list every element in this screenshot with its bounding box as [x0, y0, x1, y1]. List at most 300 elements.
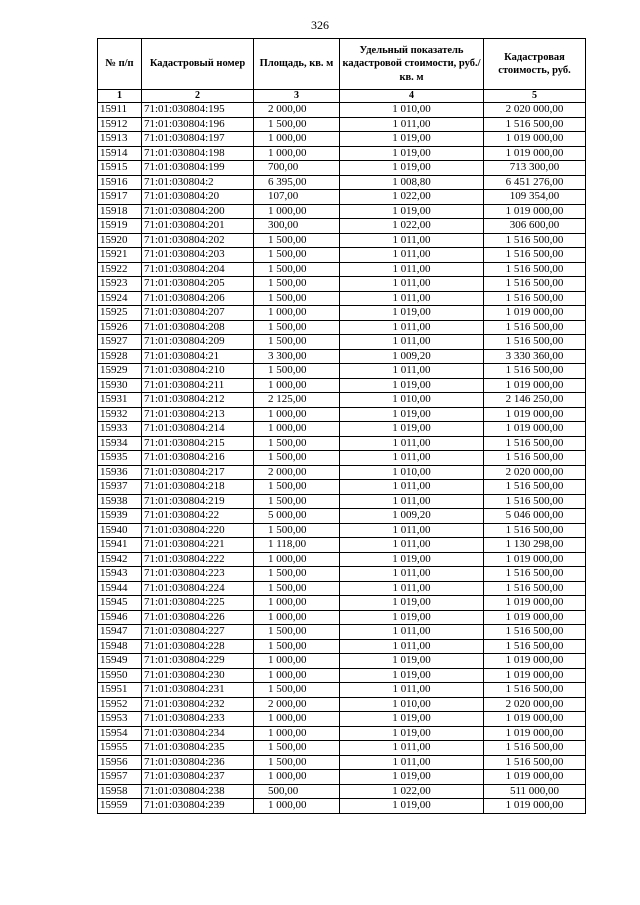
row-number-cell: 15949 — [98, 654, 142, 669]
specific-value-cell: 1 010,00 — [340, 465, 484, 480]
cadastral-number-cell: 71:01:030804:197 — [142, 132, 254, 147]
cadastral-number-cell: 71:01:030804:204 — [142, 262, 254, 277]
cadastral-number-cell: 71:01:030804:212 — [142, 393, 254, 408]
row-number-cell: 15939 — [98, 509, 142, 524]
specific-value-cell: 1 019,00 — [340, 146, 484, 161]
row-number-cell: 15946 — [98, 610, 142, 625]
specific-value-cell: 1 011,00 — [340, 567, 484, 582]
specific-value-cell: 1 011,00 — [340, 451, 484, 466]
area-cell: 700,00 — [254, 161, 340, 176]
area-cell: 1 500,00 — [254, 451, 340, 466]
specific-value-cell: 1 019,00 — [340, 770, 484, 785]
table-row — [98, 552, 586, 567]
specific-value-cell: 1 022,00 — [340, 784, 484, 799]
column-number-row — [98, 90, 586, 103]
table-row — [98, 146, 586, 161]
table-row — [98, 451, 586, 466]
area-cell: 1 500,00 — [254, 741, 340, 756]
cadastral-number-cell: 71:01:030804:235 — [142, 741, 254, 756]
specific-value-cell: 1 011,00 — [340, 436, 484, 451]
area-cell: 1 500,00 — [254, 494, 340, 509]
row-number-cell: 15914 — [98, 146, 142, 161]
area-cell: 1 000,00 — [254, 204, 340, 219]
table-row — [98, 117, 586, 132]
row-number-cell: 15929 — [98, 364, 142, 379]
area-cell: 2 000,00 — [254, 697, 340, 712]
table-row — [98, 262, 586, 277]
cadastral-number-cell: 71:01:030804:2 — [142, 175, 254, 190]
specific-value-cell: 1 011,00 — [340, 683, 484, 698]
specific-value-cell: 1 009,20 — [340, 349, 484, 364]
area-cell: 1 500,00 — [254, 277, 340, 292]
cadastral-value-cell: 1 516 500,00 — [484, 364, 586, 379]
row-number-cell: 15937 — [98, 480, 142, 495]
row-number-cell: 15926 — [98, 320, 142, 335]
area-cell: 1 500,00 — [254, 248, 340, 263]
cadastral-number-cell: 71:01:030804:20 — [142, 190, 254, 205]
cadastral-value-cell: 1 019 000,00 — [484, 654, 586, 669]
cadastral-value-cell: 306 600,00 — [484, 219, 586, 234]
cadastral-number-cell: 71:01:030804:21 — [142, 349, 254, 364]
cadastral-value-cell: 713 300,00 — [484, 161, 586, 176]
cadastral-number-cell: 71:01:030804:209 — [142, 335, 254, 350]
header-row — [98, 39, 586, 90]
area-cell: 1 000,00 — [254, 712, 340, 727]
specific-value-cell: 1 019,00 — [340, 596, 484, 611]
area-cell: 1 000,00 — [254, 132, 340, 147]
cadastral-value-cell: 1 516 500,00 — [484, 523, 586, 538]
area-cell: 1 500,00 — [254, 625, 340, 640]
row-number-cell: 15922 — [98, 262, 142, 277]
table-row — [98, 799, 586, 814]
table-row — [98, 625, 586, 640]
specific-value-cell: 1 011,00 — [340, 581, 484, 596]
table-row — [98, 349, 586, 364]
cadastral-value-cell: 1 130 298,00 — [484, 538, 586, 553]
area-cell: 1 000,00 — [254, 422, 340, 437]
specific-value-cell: 1 011,00 — [340, 755, 484, 770]
table-row — [98, 610, 586, 625]
cadastral-number-cell: 71:01:030804:229 — [142, 654, 254, 669]
row-number-cell: 15945 — [98, 596, 142, 611]
specific-value-cell: 1 019,00 — [340, 378, 484, 393]
specific-value-cell: 1 019,00 — [340, 668, 484, 683]
cadastral-value-cell: 1 516 500,00 — [484, 436, 586, 451]
cadastral-number-cell: 71:01:030804:216 — [142, 451, 254, 466]
area-cell: 1 500,00 — [254, 233, 340, 248]
table-row — [98, 320, 586, 335]
row-number-cell: 15912 — [98, 117, 142, 132]
area-cell: 1 500,00 — [254, 639, 340, 654]
specific-value-cell: 1 011,00 — [340, 625, 484, 640]
specific-value-cell: 1 011,00 — [340, 364, 484, 379]
row-number-cell: 15920 — [98, 233, 142, 248]
specific-value-cell: 1 011,00 — [340, 494, 484, 509]
cadastral-value-cell: 1 516 500,00 — [484, 262, 586, 277]
area-cell: 1 500,00 — [254, 262, 340, 277]
cadastral-value-cell: 511 000,00 — [484, 784, 586, 799]
area-cell: 1 500,00 — [254, 335, 340, 350]
row-number-cell: 15948 — [98, 639, 142, 654]
cadastral-number-cell: 71:01:030804:233 — [142, 712, 254, 727]
specific-value-cell: 1 011,00 — [340, 639, 484, 654]
cadastral-value-cell: 1 516 500,00 — [484, 625, 586, 640]
cadastral-value-cell: 1 019 000,00 — [484, 422, 586, 437]
row-number-cell: 15959 — [98, 799, 142, 814]
header-cadastral-value: Кадастровая стоимость, руб. — [484, 39, 586, 90]
cadastral-value-cell: 1 516 500,00 — [484, 741, 586, 756]
area-cell: 2 000,00 — [254, 465, 340, 480]
table-row — [98, 175, 586, 190]
cadastral-value-cell: 2 020 000,00 — [484, 465, 586, 480]
cadastral-number-cell: 71:01:030804:236 — [142, 755, 254, 770]
specific-value-cell: 1 022,00 — [340, 190, 484, 205]
table-row — [98, 755, 586, 770]
specific-value-cell: 1 019,00 — [340, 552, 484, 567]
area-cell: 1 000,00 — [254, 799, 340, 814]
row-number-cell: 15935 — [98, 451, 142, 466]
table-row — [98, 436, 586, 451]
area-cell: 1 000,00 — [254, 552, 340, 567]
table-row — [98, 596, 586, 611]
table-row — [98, 422, 586, 437]
row-number-cell: 15942 — [98, 552, 142, 567]
cadastral-value-cell: 1 019 000,00 — [484, 378, 586, 393]
row-number-cell: 15956 — [98, 755, 142, 770]
row-number-cell: 15958 — [98, 784, 142, 799]
cadastral-value-cell: 1 516 500,00 — [484, 494, 586, 509]
table-row — [98, 378, 586, 393]
row-number-cell: 15952 — [98, 697, 142, 712]
cadastral-number-cell: 71:01:030804:200 — [142, 204, 254, 219]
row-number-cell: 15928 — [98, 349, 142, 364]
row-number-cell: 15943 — [98, 567, 142, 582]
cadastral-value-cell: 2 020 000,00 — [484, 697, 586, 712]
cadastral-value-cell: 1 019 000,00 — [484, 407, 586, 422]
row-number-cell: 15941 — [98, 538, 142, 553]
row-number-cell: 15936 — [98, 465, 142, 480]
table-row — [98, 465, 586, 480]
cadastral-number-cell: 71:01:030804:202 — [142, 233, 254, 248]
specific-value-cell: 1 022,00 — [340, 219, 484, 234]
cadastral-number-cell: 71:01:030804:214 — [142, 422, 254, 437]
area-cell: 1 000,00 — [254, 770, 340, 785]
specific-value-cell: 1 011,00 — [340, 277, 484, 292]
area-cell: 1 500,00 — [254, 436, 340, 451]
area-cell: 1 000,00 — [254, 654, 340, 669]
area-cell: 3 300,00 — [254, 349, 340, 364]
area-cell: 107,00 — [254, 190, 340, 205]
row-number-cell: 15951 — [98, 683, 142, 698]
cadastral-value-cell: 1 516 500,00 — [484, 277, 586, 292]
area-cell: 300,00 — [254, 219, 340, 234]
row-number-cell: 15932 — [98, 407, 142, 422]
area-cell: 1 000,00 — [254, 668, 340, 683]
cadastral-value-cell: 1 516 500,00 — [484, 755, 586, 770]
cadastral-number-cell: 71:01:030804:210 — [142, 364, 254, 379]
table-row — [98, 480, 586, 495]
cadastral-number-cell: 71:01:030804:206 — [142, 291, 254, 306]
cadastral-value-cell: 1 516 500,00 — [484, 117, 586, 132]
area-cell: 1 000,00 — [254, 306, 340, 321]
specific-value-cell: 1 019,00 — [340, 712, 484, 727]
table-row — [98, 364, 586, 379]
table-row — [98, 277, 586, 292]
column-number: 1 — [98, 90, 142, 103]
specific-value-cell: 1 011,00 — [340, 262, 484, 277]
row-number-cell: 15918 — [98, 204, 142, 219]
table-row — [98, 712, 586, 727]
cadastral-value-cell: 1 019 000,00 — [484, 132, 586, 147]
table-row — [98, 523, 586, 538]
cadastral-number-cell: 71:01:030804:219 — [142, 494, 254, 509]
table-row — [98, 248, 586, 263]
row-number-cell: 15957 — [98, 770, 142, 785]
area-cell: 1 000,00 — [254, 407, 340, 422]
specific-value-cell: 1 011,00 — [340, 320, 484, 335]
row-number-cell: 15916 — [98, 175, 142, 190]
cadastral-value-cell: 1 019 000,00 — [484, 596, 586, 611]
cadastral-value-cell: 6 451 276,00 — [484, 175, 586, 190]
row-number-cell: 15924 — [98, 291, 142, 306]
cadastral-number-cell: 71:01:030804:223 — [142, 567, 254, 582]
cadastral-number-cell: 71:01:030804:224 — [142, 581, 254, 596]
cadastral-number-cell: 71:01:030804:198 — [142, 146, 254, 161]
cadastral-value-cell: 2 146 250,00 — [484, 393, 586, 408]
specific-value-cell: 1 009,20 — [340, 509, 484, 524]
specific-value-cell: 1 011,00 — [340, 117, 484, 132]
area-cell: 1 500,00 — [254, 320, 340, 335]
cadastral-table — [97, 38, 586, 814]
table-row — [98, 233, 586, 248]
cadastral-number-cell: 71:01:030804:22 — [142, 509, 254, 524]
table-row — [98, 567, 586, 582]
header-specific-value: Удельный показатель кадастровой стоимости, руб./кв. м — [340, 39, 484, 90]
table-row — [98, 654, 586, 669]
specific-value-cell: 1 011,00 — [340, 291, 484, 306]
table-row — [98, 683, 586, 698]
area-cell: 500,00 — [254, 784, 340, 799]
cadastral-number-cell: 71:01:030804:231 — [142, 683, 254, 698]
specific-value-cell: 1 019,00 — [340, 132, 484, 147]
area-cell: 5 000,00 — [254, 509, 340, 524]
cadastral-number-cell: 71:01:030804:207 — [142, 306, 254, 321]
row-number-cell: 15915 — [98, 161, 142, 176]
specific-value-cell: 1 010,00 — [340, 393, 484, 408]
row-number-cell: 15933 — [98, 422, 142, 437]
header-cadastral-number: Кадастровый номер — [142, 39, 254, 90]
specific-value-cell: 1 019,00 — [340, 422, 484, 437]
specific-value-cell: 1 011,00 — [340, 741, 484, 756]
cadastral-value-cell: 1 516 500,00 — [484, 320, 586, 335]
specific-value-cell: 1 019,00 — [340, 407, 484, 422]
row-number-cell: 15934 — [98, 436, 142, 451]
row-number-cell: 15931 — [98, 393, 142, 408]
table-row — [98, 393, 586, 408]
specific-value-cell: 1 011,00 — [340, 335, 484, 350]
cadastral-value-cell: 1 516 500,00 — [484, 248, 586, 263]
specific-value-cell: 1 011,00 — [340, 233, 484, 248]
specific-value-cell: 1 010,00 — [340, 697, 484, 712]
table-row — [98, 204, 586, 219]
cadastral-number-cell: 71:01:030804:213 — [142, 407, 254, 422]
cadastral-value-cell: 1 516 500,00 — [484, 567, 586, 582]
cadastral-number-cell: 71:01:030804:225 — [142, 596, 254, 611]
table-row — [98, 291, 586, 306]
cadastral-value-cell: 1 516 500,00 — [484, 335, 586, 350]
cadastral-value-cell: 1 516 500,00 — [484, 581, 586, 596]
row-number-cell: 15923 — [98, 277, 142, 292]
specific-value-cell: 1 008,80 — [340, 175, 484, 190]
cadastral-value-cell: 1 019 000,00 — [484, 146, 586, 161]
specific-value-cell: 1 011,00 — [340, 523, 484, 538]
row-number-cell: 15953 — [98, 712, 142, 727]
column-number: 4 — [340, 90, 484, 103]
area-cell: 1 000,00 — [254, 378, 340, 393]
table-row — [98, 784, 586, 799]
column-number: 5 — [484, 90, 586, 103]
table-row — [98, 219, 586, 234]
area-cell: 1 000,00 — [254, 596, 340, 611]
cadastral-value-cell: 1 019 000,00 — [484, 552, 586, 567]
cadastral-value-cell: 1 516 500,00 — [484, 683, 586, 698]
cadastral-value-cell: 2 020 000,00 — [484, 103, 586, 118]
specific-value-cell: 1 011,00 — [340, 538, 484, 553]
cadastral-value-cell: 1 019 000,00 — [484, 726, 586, 741]
area-cell: 1 500,00 — [254, 480, 340, 495]
cadastral-number-cell: 71:01:030804:230 — [142, 668, 254, 683]
header-area: Площадь, кв. м — [254, 39, 340, 90]
cadastral-number-cell: 71:01:030804:228 — [142, 639, 254, 654]
cadastral-value-cell: 1 516 500,00 — [484, 639, 586, 654]
cadastral-number-cell: 71:01:030804:217 — [142, 465, 254, 480]
table-row — [98, 494, 586, 509]
cadastral-value-cell: 1 516 500,00 — [484, 480, 586, 495]
row-number-cell: 15955 — [98, 741, 142, 756]
row-number-cell: 15917 — [98, 190, 142, 205]
page-number: 326 — [311, 18, 329, 32]
area-cell: 2 000,00 — [254, 103, 340, 118]
header-row-number: № п/п — [98, 39, 142, 90]
cadastral-number-cell: 71:01:030804:220 — [142, 523, 254, 538]
cadastral-number-cell: 71:01:030804:201 — [142, 219, 254, 234]
cadastral-value-cell: 3 330 360,00 — [484, 349, 586, 364]
area-cell: 1 500,00 — [254, 364, 340, 379]
cadastral-value-cell: 1 019 000,00 — [484, 799, 586, 814]
specific-value-cell: 1 019,00 — [340, 799, 484, 814]
cadastral-number-cell: 71:01:030804:232 — [142, 697, 254, 712]
specific-value-cell: 1 019,00 — [340, 204, 484, 219]
table-row — [98, 697, 586, 712]
cadastral-number-cell: 71:01:030804:221 — [142, 538, 254, 553]
cadastral-number-cell: 71:01:030804:218 — [142, 480, 254, 495]
cadastral-number-cell: 71:01:030804:215 — [142, 436, 254, 451]
table-row — [98, 103, 586, 118]
cadastral-value-cell: 1 019 000,00 — [484, 306, 586, 321]
table-row — [98, 509, 586, 524]
cadastral-number-cell: 71:01:030804:222 — [142, 552, 254, 567]
cadastral-number-cell: 71:01:030804:237 — [142, 770, 254, 785]
cadastral-number-cell: 71:01:030804:203 — [142, 248, 254, 263]
table-row — [98, 407, 586, 422]
row-number-cell: 15927 — [98, 335, 142, 350]
table-row — [98, 306, 586, 321]
row-number-cell: 15954 — [98, 726, 142, 741]
row-number-cell: 15944 — [98, 581, 142, 596]
cadastral-value-cell: 1 019 000,00 — [484, 204, 586, 219]
cadastral-number-cell: 71:01:030804:196 — [142, 117, 254, 132]
area-cell: 1 500,00 — [254, 523, 340, 538]
cadastral-number-cell: 71:01:030804:238 — [142, 784, 254, 799]
row-number-cell: 15911 — [98, 103, 142, 118]
cadastral-value-cell: 1 019 000,00 — [484, 770, 586, 785]
table-row — [98, 132, 586, 147]
column-number: 3 — [254, 90, 340, 103]
cadastral-value-cell: 5 046 000,00 — [484, 509, 586, 524]
area-cell: 1 500,00 — [254, 755, 340, 770]
table-row — [98, 161, 586, 176]
cadastral-number-cell: 71:01:030804:205 — [142, 277, 254, 292]
row-number-cell: 15925 — [98, 306, 142, 321]
cadastral-number-cell: 71:01:030804:226 — [142, 610, 254, 625]
table-row — [98, 538, 586, 553]
cadastral-number-cell: 71:01:030804:239 — [142, 799, 254, 814]
row-number-cell: 15947 — [98, 625, 142, 640]
cadastral-value-cell: 1 516 500,00 — [484, 233, 586, 248]
table-row — [98, 335, 586, 350]
area-cell: 6 395,00 — [254, 175, 340, 190]
cadastral-number-cell: 71:01:030804:234 — [142, 726, 254, 741]
area-cell: 1 000,00 — [254, 610, 340, 625]
cadastral-number-cell: 71:01:030804:211 — [142, 378, 254, 393]
area-cell: 1 118,00 — [254, 538, 340, 553]
specific-value-cell: 1 019,00 — [340, 306, 484, 321]
table-row — [98, 770, 586, 785]
specific-value-cell: 1 019,00 — [340, 726, 484, 741]
row-number-cell: 15921 — [98, 248, 142, 263]
row-number-cell: 15930 — [98, 378, 142, 393]
area-cell: 1 500,00 — [254, 581, 340, 596]
area-cell: 1 000,00 — [254, 146, 340, 161]
table-row — [98, 639, 586, 654]
cadastral-number-cell: 71:01:030804:195 — [142, 103, 254, 118]
column-number: 2 — [142, 90, 254, 103]
cadastral-value-cell: 1 516 500,00 — [484, 291, 586, 306]
cadastral-value-cell: 1 516 500,00 — [484, 451, 586, 466]
specific-value-cell: 1 011,00 — [340, 248, 484, 263]
cadastral-number-cell: 71:01:030804:208 — [142, 320, 254, 335]
row-number-cell: 15938 — [98, 494, 142, 509]
area-cell: 2 125,00 — [254, 393, 340, 408]
area-cell: 1 000,00 — [254, 726, 340, 741]
table-row — [98, 190, 586, 205]
table-row — [98, 741, 586, 756]
specific-value-cell: 1 019,00 — [340, 654, 484, 669]
table-row — [98, 726, 586, 741]
area-cell: 1 500,00 — [254, 683, 340, 698]
cadastral-number-cell: 71:01:030804:199 — [142, 161, 254, 176]
row-number-cell: 15913 — [98, 132, 142, 147]
specific-value-cell: 1 011,00 — [340, 480, 484, 495]
row-number-cell: 15919 — [98, 219, 142, 234]
specific-value-cell: 1 019,00 — [340, 610, 484, 625]
area-cell: 1 500,00 — [254, 117, 340, 132]
specific-value-cell: 1 019,00 — [340, 161, 484, 176]
specific-value-cell: 1 010,00 — [340, 103, 484, 118]
table-row — [98, 668, 586, 683]
row-number-cell: 15940 — [98, 523, 142, 538]
area-cell: 1 500,00 — [254, 567, 340, 582]
